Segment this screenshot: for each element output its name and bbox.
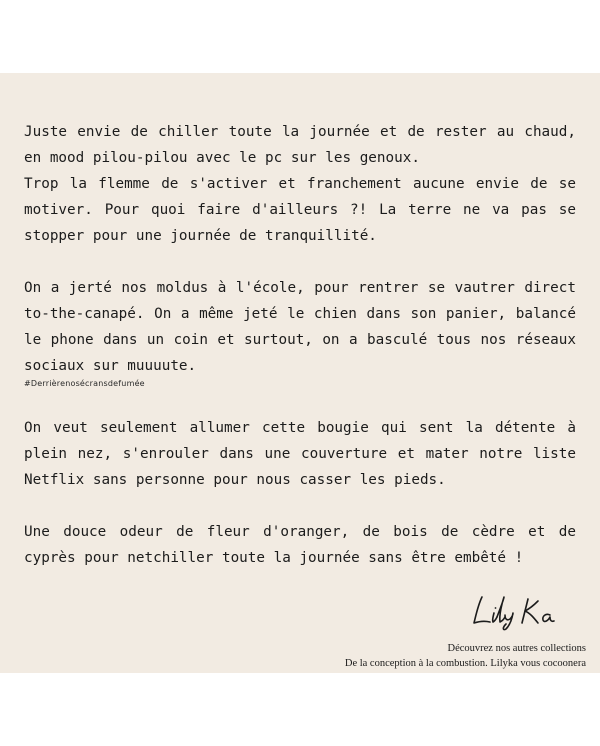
- post-body: [24, 119, 576, 571]
- hashtag[interactable]: #Derrièrenosécransdefumée: [24, 379, 145, 388]
- paragraph-4: Une douce odeur de fleur d'oranger, de bois de cèdre et de cyprès pour netchiller toute la journée sans être embêté !: [24, 524, 576, 566]
- lilyka-signature-logo: [468, 591, 578, 631]
- footer: [345, 641, 586, 671]
- paragraph-3: On veut seulement allumer cette bougie qui sent la détente à plein nez, s'enrouler dans une couverture et mater notre liste Netflix sans personne pour nous casser les pieds.: [24, 420, 576, 488]
- footer-collections-text[interactable]: Découvrez nos autres collections: [447, 643, 586, 654]
- footer-tagline: De la conception à la combustion. Lilyka vous cocoonera: [344, 658, 586, 669]
- paragraph-1: Juste envie de chiller toute la journée et de rester au chaud, en mood pilou-pilou avec le pc sur les genoux. Trop la flemme de s'activer et franchement aucune envie de se motiver. Pour quoi faire d'ailleurs ?! La terre ne va pas se stopper pour une journée de tranquillité.: [24, 124, 576, 244]
- post-card: [0, 73, 600, 673]
- paragraph-2: On a jerté nos moldus à l'école, pour rentrer se vautrer direct to-the-canapé. On a même jeté le chien dans son panier, balancé le phone dans un coin et surtout, on a basculé tous nos réseaux sociaux sur muuuute.: [24, 280, 576, 374]
